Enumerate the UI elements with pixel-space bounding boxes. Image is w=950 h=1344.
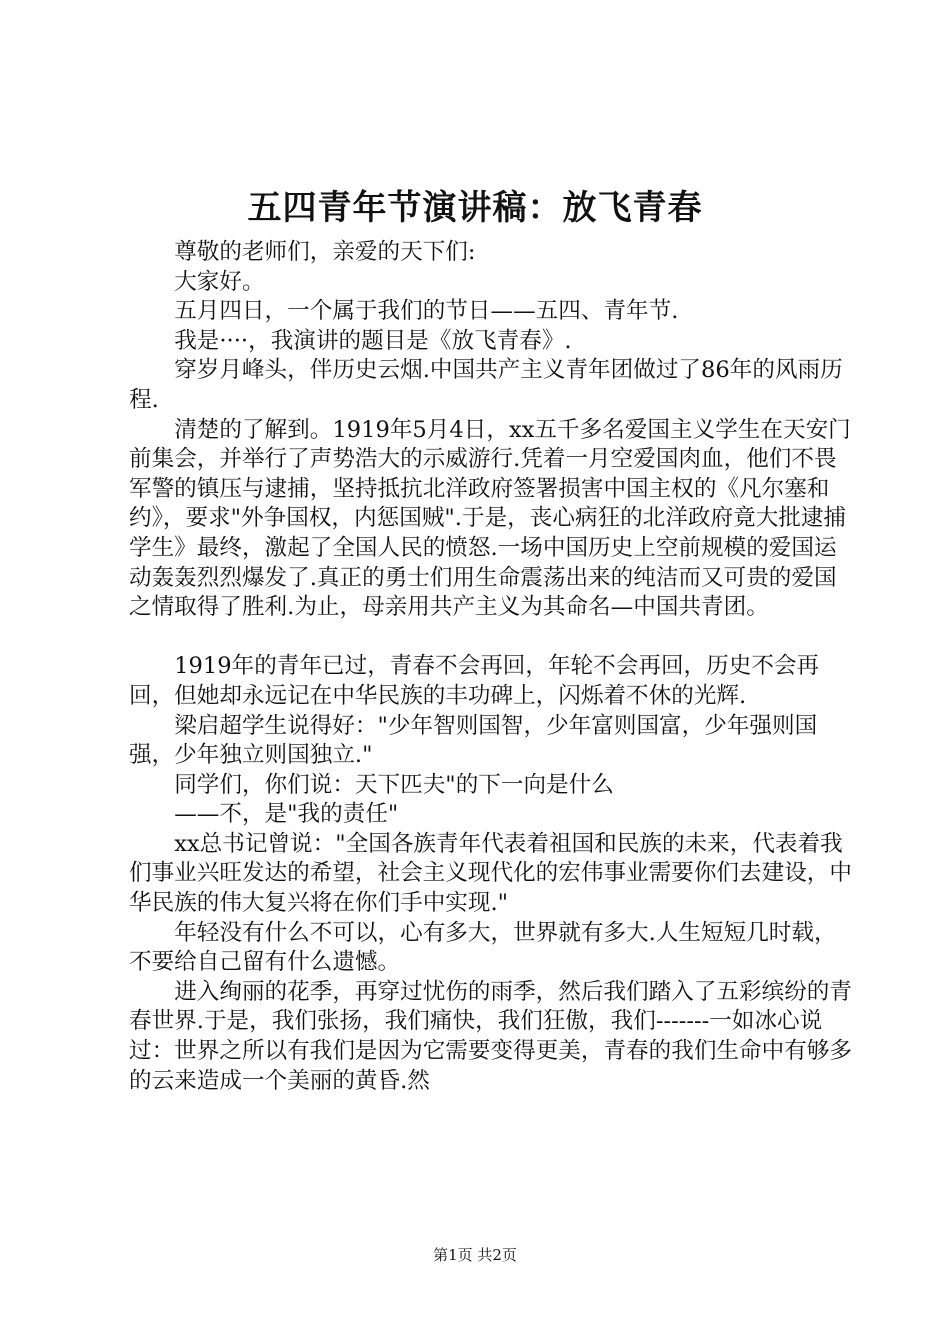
paragraph: 同学们，你们说：天下匹夫"的下一向是什么 — [174, 771, 614, 798]
page-footer: 第1页 共2页 — [433, 1246, 517, 1264]
paragraph: 我是····，我演讲的题目是《放飞青春》. — [174, 327, 572, 354]
paragraph: 尊敬的老师们，亲爱的天下们: — [174, 239, 476, 265]
paragraph: 年轻没有什么不可以，心有多大，世界就有多大.人生短短几时载，不要给自己留有什么遗憾。 — [129, 919, 837, 976]
paragraph: 穿岁月峰头，伴历史云烟.中国共产主义青年团做过了86年的风雨历程. — [129, 357, 843, 413]
paragraph: 五月四日，一个属于我们的节日——五四、青年节. — [174, 298, 679, 325]
paragraph: 1919年的青年已过，青春不会再回，年轮不会再回，历史不会再回，但她却永远记在中华民族的丰功碑上，闪烁着不休的光辉. — [129, 653, 820, 709]
paragraph: 梁启超学生说得好："少年智则国智，少年富则国富，少年强则国强，少年独立则国独立." — [129, 712, 818, 769]
paragraph: 进入绚丽的花季，再穿过忧伤的雨季，然后我们踏入了五彩缤纷的青春世界.于是，我们张扬，我们痛快，我们狂傲，我们-------一如冰心说过：世界之所以有我们是因为它需要变得更美，青春的我们生命中有够多的云来造成一个美丽的黄昏.然 — [129, 978, 852, 1094]
paragraph: xx总书记曾说："全国各族青年代表着祖国和民族的未来，代表着我们事业兴旺发达的希望，社会主义现代化的宏伟事业需要你们去建设，中华民族的伟大复兴将在你们手中实现." — [129, 830, 852, 917]
document-title: 五四青年节演讲稿：放飞青春 — [247, 188, 703, 228]
paragraph: 清楚的了解到。1919年5月4日，xx五千多名爱国主义学生在天安门前集会，并举行了声势浩大的示威游行.凭着一月空爱国肉血，他们不畏军警的镇压与逮捕，坚持抵抗北洋政府签署损害中国主权的《凡尔塞和约》，要求"外争国权，内惩国贼".于是，丧心病狂的北洋政府竟大批逮捕学生》最终，激起了全国人民的愤怒.一场中国历史上空前规模的爱国运动轰轰烈烈爆发了.真正的勇士们用生命震荡出来的纯洁而又可贵的爱国之情取得了胜利.为止，母亲用共产主义为其命名—中国共青团。 — [129, 416, 851, 621]
paragraph: ——不，是"我的责任" — [174, 801, 399, 828]
document-body — [129, 238, 853, 1096]
paragraph: 大家好。 — [174, 268, 265, 295]
